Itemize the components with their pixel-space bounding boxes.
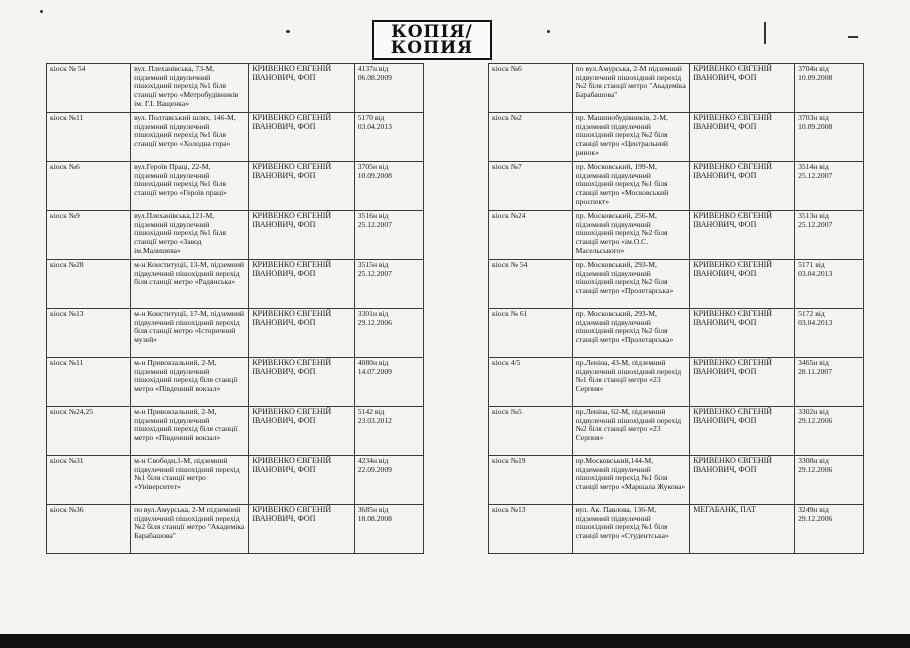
stamp-line-2: КОПИЯ bbox=[390, 38, 474, 58]
kiosk-number: кіоск 4/5 bbox=[489, 358, 573, 407]
kiosk-owner: КРИВЕНКО ЄВГЕНІЙ ІВАНОВИЧ, ФОП bbox=[249, 260, 354, 309]
kiosk-table-left bbox=[46, 63, 424, 554]
kiosk-document: 5170 від 03.04.2013 bbox=[354, 113, 423, 162]
kiosk-number: кіоск №19 bbox=[489, 456, 573, 505]
kiosk-number: кіоск №28 bbox=[47, 260, 131, 309]
kiosk-address: м-н Привокзальний, 2-М, підземний підвулечний пішохідний перехід біля станції метро «Південний вокзал» bbox=[131, 358, 249, 407]
kiosk-address: по вул.Амурська, 2-М підземний підвулечний пішохідний перехід №2 біля станції метро "Академіка Барабашова" bbox=[131, 505, 249, 554]
kiosk-owner: КРИВЕНКО ЄВГЕНІЙ ІВАНОВИЧ, ФОП bbox=[690, 309, 795, 358]
kiosk-address: пр.Леніна, 43-М, підземний підвулечний пішохідний перехід №1 біля станції метро «23 Серпня» bbox=[572, 358, 690, 407]
kiosk-address: пр. Московський, 256-М, підземний підвулечний пішохідний перехід №2 біля станції метро «ім.О.С. Масельського» bbox=[572, 211, 690, 260]
kiosk-address: пр. Московський, 293-М, підземний підвулечний пішохідний перехід №2 біля станції метро «Пролетарська» bbox=[572, 260, 690, 309]
kiosk-number: кіоск №24,25 bbox=[47, 407, 131, 456]
kiosk-owner: КРИВЕНКО ЄВГЕНІЙ ІВАНОВИЧ, ФОП bbox=[690, 211, 795, 260]
kiosk-document: 3301н від 29.12.2006 bbox=[354, 309, 423, 358]
kiosk-address: вул. Плеханівська, 73-М, підземний підвуличний пішохідний перехід №1 біля станції метро «Метробудівників ім. Г.І. Ващенка» bbox=[131, 64, 249, 113]
kiosk-document: 5172 від 03.04.2013 bbox=[795, 309, 864, 358]
kiosk-document: 3705н від 10.09.2008 bbox=[354, 162, 423, 211]
kiosk-owner: КРИВЕНКО ЄВГЕНІЙ ІВАНОВИЧ, ФОП bbox=[690, 113, 795, 162]
kiosk-owner: КРИВЕНКО ЄВГЕНІЙ ІВАНОВИЧ, ФОП bbox=[249, 407, 354, 456]
kiosk-number: кіоск №2 bbox=[489, 113, 573, 162]
kiosk-document: 3703н від 10.09.2008 bbox=[795, 113, 864, 162]
kiosk-number: кіоск №6 bbox=[489, 64, 573, 113]
kiosk-document: 3704н від 10.09.2008 bbox=[795, 64, 864, 113]
kiosk-address: м-н Конституції, 17-М, підземний підвулечний пішохідний перехід біля станції метро «Історичний музей» bbox=[131, 309, 249, 358]
kiosk-owner: МЕГАБАНК, ПАТ bbox=[690, 505, 795, 554]
kiosk-document: 4234н від 22.09.2009 bbox=[354, 456, 423, 505]
table-row bbox=[489, 162, 864, 211]
table-row bbox=[47, 260, 424, 309]
kiosk-owner: КРИВЕНКО ЄВГЕНІЙ ІВАНОВИЧ, ФОП bbox=[690, 260, 795, 309]
table-row bbox=[489, 456, 864, 505]
kiosk-document: 4137н від 06.08.2009 bbox=[354, 64, 423, 113]
kiosk-owner: КРИВЕНКО ЄВГЕНІЙ ІВАНОВИЧ, ФОП bbox=[690, 64, 795, 113]
kiosk-number: кіоск №11 bbox=[47, 113, 131, 162]
scan-speck bbox=[40, 10, 43, 13]
table-row bbox=[47, 211, 424, 260]
kiosk-document: 3513н від 25.12.2007 bbox=[795, 211, 864, 260]
kiosk-owner: КРИВЕНКО ЄВГЕНІЙ ІВАНОВИЧ, ФОП bbox=[249, 358, 354, 407]
kiosk-number: кіоск №9 bbox=[47, 211, 131, 260]
kiosk-number: кіоск №24 bbox=[489, 211, 573, 260]
kiosk-address: м-н Конституції, 13-М, підземний підвулечний пішохідний перехід біля станції метро «Радянська» bbox=[131, 260, 249, 309]
kiosk-document: 5171 від 03.04.2013 bbox=[795, 260, 864, 309]
table-row bbox=[489, 260, 864, 309]
kiosk-document: 3300н від 29.12.2006 bbox=[795, 456, 864, 505]
kiosk-number: кіоск №13 bbox=[47, 309, 131, 358]
kiosk-address: пр. Машинобудівників, 2-М, підземний підвулечний пішохідний перехід №2 біля станції метро «Центральний ринок» bbox=[572, 113, 690, 162]
scan-mark bbox=[764, 22, 766, 44]
kiosk-number: кіоск № 54 bbox=[47, 64, 131, 113]
scan-speck bbox=[286, 30, 290, 33]
table-row bbox=[47, 309, 424, 358]
table-row bbox=[47, 162, 424, 211]
kiosk-number: кіоск №6 bbox=[47, 162, 131, 211]
kiosk-owner: КРИВЕНКО ЄВГЕНІЙ ІВАНОВИЧ, ФОП bbox=[690, 456, 795, 505]
kiosk-address: пр.Московський,144-М, підземний підвулечний пішохідний перехід №1 біля станції метро «Маршала Жукова» bbox=[572, 456, 690, 505]
table-row bbox=[489, 505, 864, 554]
kiosk-number: кіоск №31 bbox=[47, 456, 131, 505]
kiosk-table-right bbox=[488, 63, 864, 554]
kiosk-number: кіоск № 54 bbox=[489, 260, 573, 309]
kiosk-owner: КРИВЕНКО ЄВГЕНІЙ ІВАНОВИЧ, ФОП bbox=[690, 407, 795, 456]
table-row bbox=[489, 64, 864, 113]
kiosk-address: м-н Свободи,1-М, підземний підвулечний пішохідний перехід №1 біля станції метро «Університет» bbox=[131, 456, 249, 505]
kiosk-document: 5142 від 23.03.2012 bbox=[354, 407, 423, 456]
kiosk-owner: КРИВЕНКО ЄВГЕНІЙ ІВАНОВИЧ, ФОП bbox=[249, 113, 354, 162]
kiosk-number: кіоск №7 bbox=[489, 162, 573, 211]
kiosk-number: кіоск №13 bbox=[489, 505, 573, 554]
kiosk-number: кіоск № 61 bbox=[489, 309, 573, 358]
kiosk-document: 3514н від 25.12.2007 bbox=[795, 162, 864, 211]
kiosk-document: 3516н від 25.12.2007 bbox=[354, 211, 423, 260]
kiosk-address: пр. Московський, 293-М, підземний підвулечний пішохідний перехід №2 біля станції метро «Пролетарська» bbox=[572, 309, 690, 358]
kiosk-number: кіоск №11 bbox=[47, 358, 131, 407]
kiosk-owner: КРИВЕНКО ЄВГЕНІЙ ІВАНОВИЧ, ФОП bbox=[249, 309, 354, 358]
table-row bbox=[489, 113, 864, 162]
table-row bbox=[47, 64, 424, 113]
kiosk-document: 3302н від 29.12.2006 bbox=[795, 407, 864, 456]
kiosk-address: вул.Плеханівська,121-М, підземний підвулечний пішохідний перехід №1 біля станції метро «Завод ім.Малишева» bbox=[131, 211, 249, 260]
kiosk-document: 3685н від 18.08.2008 bbox=[354, 505, 423, 554]
kiosk-document: 3515н від 25.12.2007 bbox=[354, 260, 423, 309]
kiosk-address: вул.Героїв Праці, 22-М, підземний підвулечний пішохідний перехід №1 біля станції метро «Героїв праці» bbox=[131, 162, 249, 211]
kiosk-owner: КРИВЕНКО ЄВГЕНІЙ ІВАНОВИЧ, ФОП bbox=[249, 505, 354, 554]
kiosk-document: 4080н від 14.07.2009 bbox=[354, 358, 423, 407]
kiosk-owner: КРИВЕНКО ЄВГЕНІЙ ІВАНОВИЧ, ФОП bbox=[690, 358, 795, 407]
table-row bbox=[489, 211, 864, 260]
table-row bbox=[489, 358, 864, 407]
kiosk-document: 3249н від 29.12.2006 bbox=[795, 505, 864, 554]
kiosk-owner: КРИВЕНКО ЄВГЕНІЙ ІВАНОВИЧ, ФОП bbox=[249, 162, 354, 211]
table-row bbox=[47, 456, 424, 505]
table-row bbox=[47, 358, 424, 407]
kiosk-owner: КРИВЕНКО ЄВГЕНІЙ ІВАНОВИЧ, ФОП bbox=[690, 162, 795, 211]
kiosk-number: кіоск №36 bbox=[47, 505, 131, 554]
kiosk-address: по вул.Амурська, 2-М підземний підвулечний пішохідний перехід №2 біля станції метро "Академіка Барабашова" bbox=[572, 64, 690, 113]
table-row bbox=[47, 113, 424, 162]
kiosk-document: 3465н від 28.11.2007 bbox=[795, 358, 864, 407]
kiosk-number: кіоск №5 bbox=[489, 407, 573, 456]
scan-bottom-edge bbox=[0, 634, 910, 648]
kiosk-address: пр. Московський, 199-М, підземний підвулечний пішохідний перехід №1 біля станції метро «Московський проспект» bbox=[572, 162, 690, 211]
kiosk-address: вул. Полтавський шлях, 146-М, підземний підвулечний пішохідний перехід №1 біля станції метро «Холодна гора» bbox=[131, 113, 249, 162]
table-row bbox=[47, 407, 424, 456]
kiosk-owner: КРИВЕНКО ЄВГЕНІЙ ІВАНОВИЧ, ФОП bbox=[249, 64, 354, 113]
stamp-line-1: КОПІЯ/ bbox=[391, 22, 473, 42]
kiosk-address: м-н Привокзальний, 2-М, підземний підвулечний пішохідний перехід біля станції метро «Південний вокзал» bbox=[131, 407, 249, 456]
kiosk-address: вул. Ак. Павлова, 136-М, підземний підвулечний пішохідний перехід №1 біля станції метро «Студентська» bbox=[572, 505, 690, 554]
kiosk-owner: КРИВЕНКО ЄВГЕНІЙ ІВАНОВИЧ, ФОП bbox=[249, 456, 354, 505]
kiosk-owner: КРИВЕНКО ЄВГЕНІЙ ІВАНОВИЧ, ФОП bbox=[249, 211, 354, 260]
scan-speck bbox=[547, 30, 550, 33]
kiosk-address: пр.Леніна, 62-М, підземний підвулечний пішохідний перехід №2 біля станції метро «23 Серпня» bbox=[572, 407, 690, 456]
scan-mark bbox=[848, 36, 858, 38]
table-row bbox=[489, 407, 864, 456]
copy-stamp bbox=[372, 20, 492, 60]
table-row bbox=[489, 309, 864, 358]
table-row bbox=[47, 505, 424, 554]
